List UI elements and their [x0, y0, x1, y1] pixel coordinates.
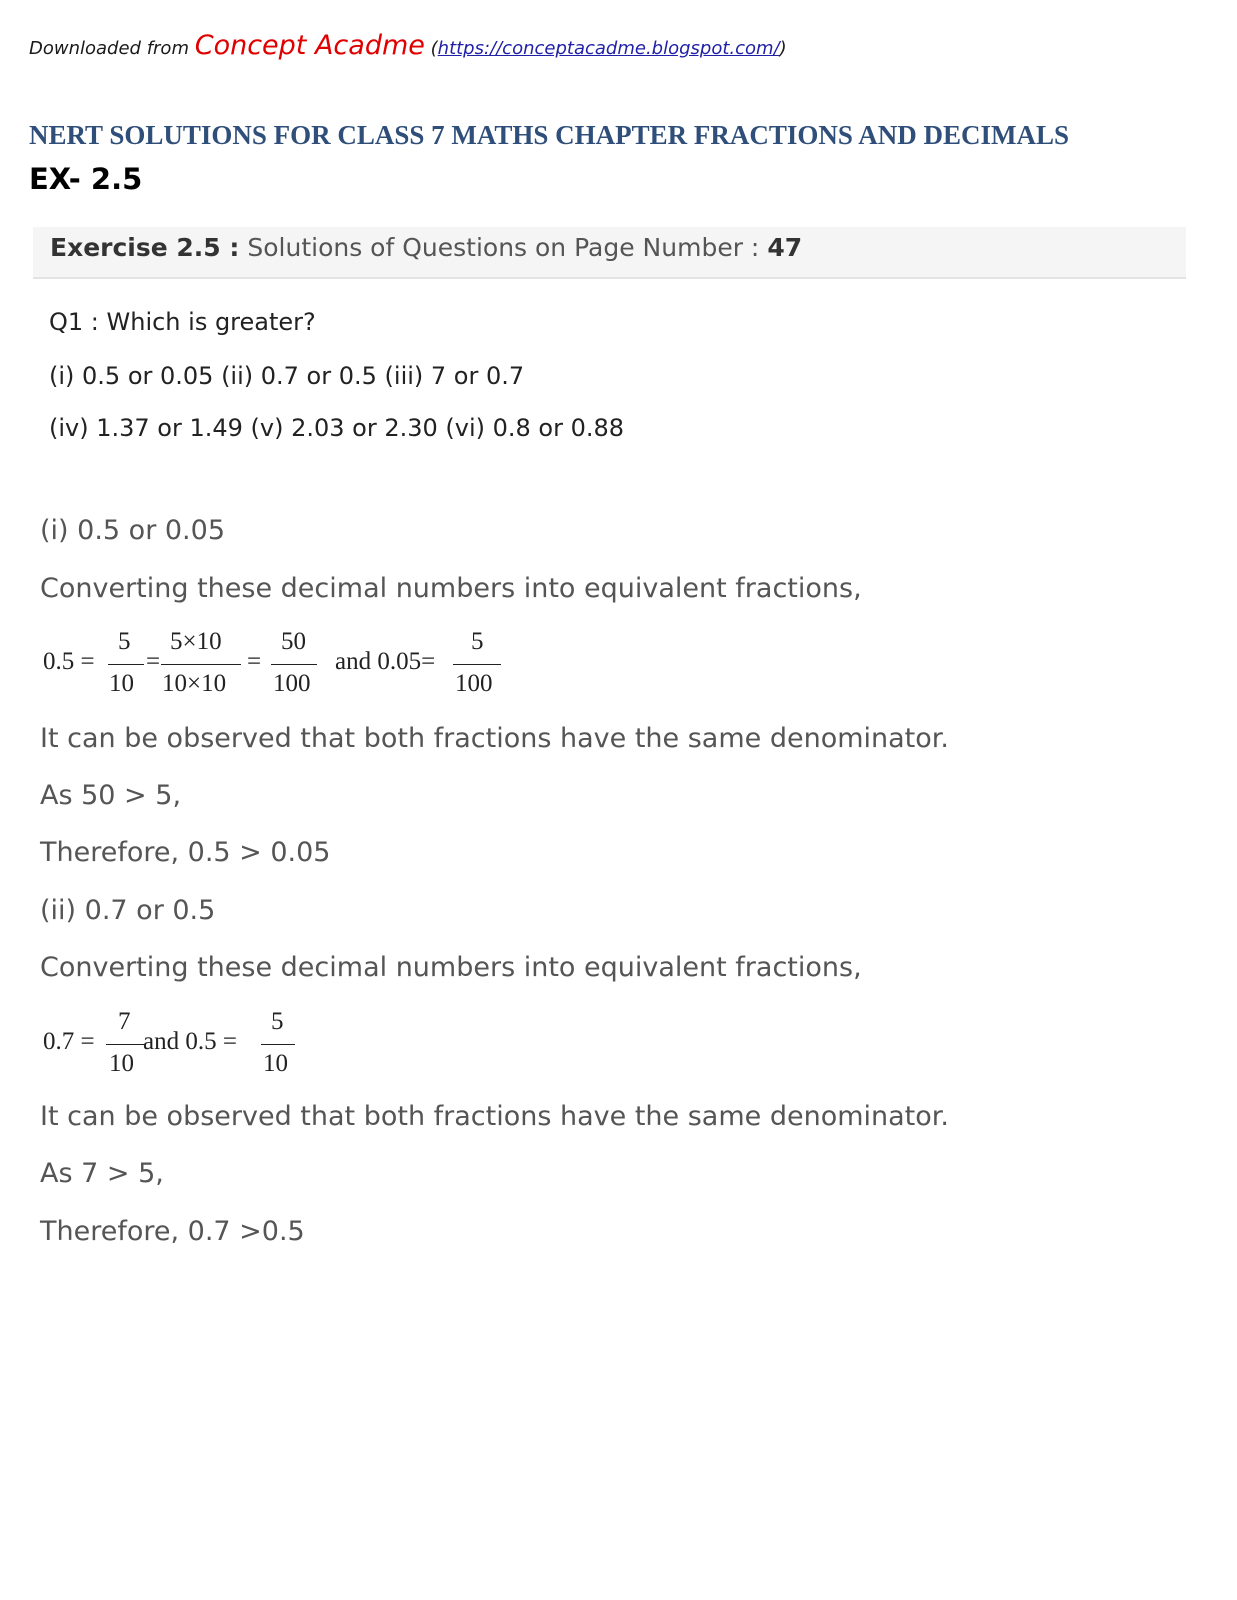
part2-f2-bar [261, 1044, 295, 1045]
part2-as-text: As 7 > 5, [40, 1158, 164, 1189]
part1-as-text: As 50 > 5, [40, 780, 182, 811]
download-prefix: Downloaded from [29, 38, 189, 59]
part1-f2-num: 5×10 [170, 628, 222, 655]
part2-heading: (ii) 0.7 or 0.5 [40, 895, 216, 926]
part1-observe-text: It can be observed that both fractions have the same denominator. [40, 723, 949, 754]
part1-f4-bar [453, 664, 501, 665]
part2-f1-den: 10 [109, 1050, 134, 1077]
part1-heading: (i) 0.5 or 0.05 [40, 515, 225, 546]
download-source-line [29, 30, 787, 61]
part1-f1-den: 10 [109, 670, 134, 697]
part1-f3-den: 100 [273, 670, 311, 697]
part1-therefore-text: Therefore, 0.5 > 0.05 [40, 837, 331, 868]
part1-f1-bar [108, 664, 144, 665]
part1-f2-den: 10×10 [162, 670, 227, 697]
url-close-paren: ) [779, 38, 787, 59]
part1-equation [43, 628, 513, 704]
part1-f3-bar [271, 664, 317, 665]
part1-f1-num: 5 [118, 628, 131, 655]
exercise-label: EX- 2.5 [29, 162, 143, 196]
part1-f2-bar [161, 664, 241, 665]
part1-eq2: = [146, 648, 161, 675]
part1-f4-den: 100 [455, 670, 493, 697]
question-title: Q1 : Which is greater? [49, 308, 316, 336]
question-options-line2: (iv) 1.37 or 1.49 (v) 2.03 or 2.30 (vi) 0.8 or 0.88 [49, 414, 625, 442]
brand-name: Concept Acadme [194, 30, 425, 61]
part2-lhs: 0.7 = [43, 1028, 95, 1055]
question-options-line1: (i) 0.5 or 0.05 (ii) 0.7 or 0.5 (iii) 7 or 0.7 [49, 362, 525, 390]
part2-f1-bar [106, 1044, 144, 1045]
part1-convert-text: Converting these decimal numbers into equivalent fractions, [40, 573, 862, 604]
part2-equation [43, 1008, 313, 1084]
part2-convert-text: Converting these decimal numbers into equivalent fractions, [40, 952, 862, 983]
source-link[interactable]: https://conceptacadme.blogspot.com/ [437, 38, 780, 59]
part1-f4-num: 5 [471, 628, 484, 655]
exercise-bar-desc: Solutions of Questions on Page Number : [247, 233, 760, 262]
part2-f2-den: 10 [263, 1050, 288, 1077]
part2-f1-num: 7 [118, 1008, 131, 1035]
part1-lhs: 0.5 = [43, 648, 95, 675]
exercise-bar-page: 47 [767, 233, 803, 262]
part2-and-text: and 0.5 = [143, 1028, 237, 1055]
part1-and-text: and 0.05= [335, 648, 436, 675]
part1-f3-num: 50 [281, 628, 306, 655]
part2-f2-num: 5 [271, 1008, 284, 1035]
exercise-header-bar [33, 227, 1186, 279]
part1-eq3: = [247, 648, 262, 675]
exercise-bar-label: Exercise 2.5 : [50, 233, 240, 262]
url-open-paren: ( [430, 38, 438, 59]
part2-therefore-text: Therefore, 0.7 >0.5 [40, 1216, 305, 1247]
document-title: NERT SOLUTIONS FOR CLASS 7 MATHS CHAPTER FRACTIONS AND DECIMALS [29, 120, 1069, 150]
part2-observe-text: It can be observed that both fractions have the same denominator. [40, 1101, 949, 1132]
